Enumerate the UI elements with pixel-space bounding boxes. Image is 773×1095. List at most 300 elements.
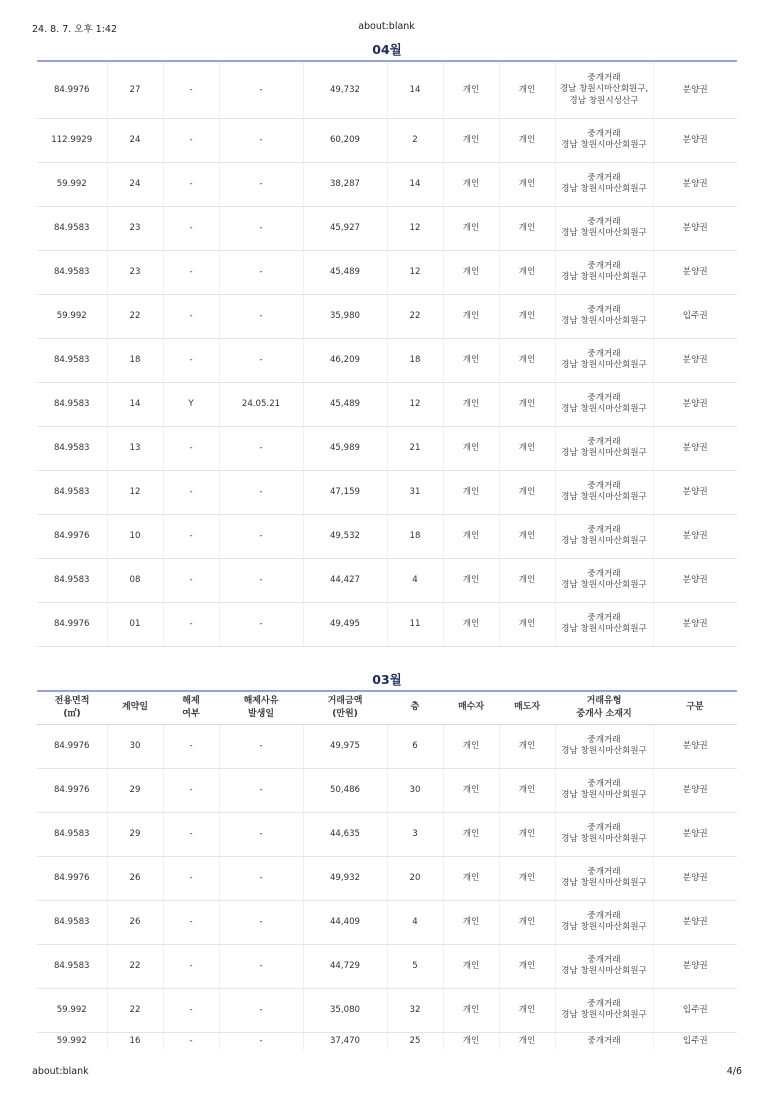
broker-location: 경남 창원시마산회원구 xyxy=(561,228,647,238)
cell-area: 112.9929 xyxy=(37,118,107,162)
cell-buyer: 개인 xyxy=(443,382,499,426)
table-header-row xyxy=(37,691,737,724)
cell-cancel: - xyxy=(163,294,219,338)
cell-seller: 개인 xyxy=(499,768,555,812)
table-row xyxy=(37,118,737,162)
col-price-header xyxy=(303,691,387,724)
cell-category: 분양권 xyxy=(653,162,737,206)
deal-type: 중개거래 xyxy=(587,568,621,579)
cell-price: 45,489 xyxy=(303,250,387,294)
cell-category: 입주권 xyxy=(653,1032,737,1050)
cell-category: 분양권 xyxy=(653,856,737,900)
col-seller-header xyxy=(499,691,555,724)
cell-day: 27 xyxy=(107,62,163,118)
cell-floor: 6 xyxy=(387,724,443,768)
cell-area: 59.992 xyxy=(37,162,107,206)
table-row xyxy=(37,514,737,558)
cell-deal-type xyxy=(555,338,653,382)
col-cancel-date-header xyxy=(219,691,303,724)
cell-category: 분양권 xyxy=(653,558,737,602)
cell-floor: 21 xyxy=(387,426,443,470)
cell-area: 59.992 xyxy=(37,294,107,338)
cell-buyer: 개인 xyxy=(443,856,499,900)
cell-floor: 20 xyxy=(387,856,443,900)
table-row xyxy=(37,856,737,900)
cell-day: 26 xyxy=(107,856,163,900)
cell-area: 84.9583 xyxy=(37,900,107,944)
cell-cancel-date: - xyxy=(219,724,303,768)
cell-buyer: 개인 xyxy=(443,426,499,470)
cell-floor: 31 xyxy=(387,470,443,514)
table-row xyxy=(37,338,737,382)
table-row xyxy=(37,768,737,812)
cell-deal-type xyxy=(555,944,653,988)
table-row xyxy=(37,250,737,294)
cell-category: 분양권 xyxy=(653,426,737,470)
cell-category: 분양권 xyxy=(653,470,737,514)
header-label: 해제 xyxy=(182,695,200,706)
table-row xyxy=(37,1032,737,1050)
table-row xyxy=(37,944,737,988)
cell-day: 24 xyxy=(107,162,163,206)
cell-day: 22 xyxy=(107,988,163,1032)
header-label: 발생일 xyxy=(247,708,275,719)
cell-cancel: - xyxy=(163,470,219,514)
cell-floor: 12 xyxy=(387,250,443,294)
cell-cancel: - xyxy=(163,724,219,768)
cell-price: 44,635 xyxy=(303,812,387,856)
cell-cancel: - xyxy=(163,162,219,206)
cell-day: 18 xyxy=(107,338,163,382)
cell-deal-type xyxy=(555,118,653,162)
cell-seller: 개인 xyxy=(499,426,555,470)
cell-seller: 개인 xyxy=(499,602,555,646)
cell-cancel-date: - xyxy=(219,558,303,602)
cell-price: 49,975 xyxy=(303,724,387,768)
deal-type: 중개거래 xyxy=(587,216,621,227)
cell-floor: 18 xyxy=(387,338,443,382)
deal-type: 중개거래 xyxy=(587,866,621,877)
cell-buyer: 개인 xyxy=(443,900,499,944)
cell-cancel: - xyxy=(163,206,219,250)
table-row xyxy=(37,382,737,426)
cell-floor: 22 xyxy=(387,294,443,338)
cell-category: 입주권 xyxy=(653,294,737,338)
cell-buyer: 개인 xyxy=(443,724,499,768)
cell-price: 47,159 xyxy=(303,470,387,514)
header-label: 매도자 xyxy=(513,702,541,713)
cell-cancel-date: - xyxy=(219,514,303,558)
broker-location: 경남 창원시마산회원구 xyxy=(561,922,647,932)
print-title: about:blank xyxy=(358,21,415,32)
table-row xyxy=(37,426,737,470)
print-header xyxy=(0,21,773,35)
cell-cancel: Y xyxy=(163,382,219,426)
deal-type: 중개거래 xyxy=(587,612,621,623)
cell-buyer: 개인 xyxy=(443,812,499,856)
cell-buyer: 개인 xyxy=(443,294,499,338)
cell-seller: 개인 xyxy=(499,206,555,250)
cell-cancel: - xyxy=(163,900,219,944)
deal-type: 중개거래 xyxy=(587,392,621,403)
header-label: 해제사유 xyxy=(243,695,279,706)
broker-location: 경남 창원시마산회원구 xyxy=(561,272,647,282)
cell-buyer: 개인 xyxy=(443,602,499,646)
cell-buyer: 개인 xyxy=(443,118,499,162)
cell-category: 분양권 xyxy=(653,338,737,382)
cell-area: 59.992 xyxy=(37,988,107,1032)
broker-location: 경남 창원시마산회원구 xyxy=(561,184,647,194)
cell-floor: 12 xyxy=(387,206,443,250)
cell-day: 13 xyxy=(107,426,163,470)
cell-seller: 개인 xyxy=(499,1032,555,1050)
cell-category: 입주권 xyxy=(653,988,737,1032)
cell-deal-type xyxy=(555,724,653,768)
cell-category: 분양권 xyxy=(653,382,737,426)
cell-day: 30 xyxy=(107,724,163,768)
deal-type: 중개거래 xyxy=(587,72,621,83)
cell-price: 49,495 xyxy=(303,602,387,646)
cell-buyer: 개인 xyxy=(443,62,499,118)
cell-category: 분양권 xyxy=(653,812,737,856)
table-row xyxy=(37,558,737,602)
cell-category: 분양권 xyxy=(653,514,737,558)
broker-location: 경남 창원시마산회원구 xyxy=(561,448,647,458)
cell-buyer: 개인 xyxy=(443,250,499,294)
cell-day: 12 xyxy=(107,470,163,514)
table-row xyxy=(37,812,737,856)
cell-cancel: - xyxy=(163,118,219,162)
transaction-table xyxy=(37,690,737,1050)
deal-type: 중개거래 xyxy=(587,348,621,359)
header-label: 거래유형 xyxy=(586,695,622,706)
cell-seller: 개인 xyxy=(499,988,555,1032)
col-contract-day-header xyxy=(107,691,163,724)
cell-deal-type xyxy=(555,162,653,206)
cell-cancel: - xyxy=(163,558,219,602)
cell-price: 60,209 xyxy=(303,118,387,162)
cell-seller: 개인 xyxy=(499,382,555,426)
cell-seller: 개인 xyxy=(499,558,555,602)
broker-location: 경남 창원시마산회원구 xyxy=(561,878,647,888)
cell-seller: 개인 xyxy=(499,724,555,768)
cell-seller: 개인 xyxy=(499,944,555,988)
col-deal-type-header xyxy=(555,691,653,724)
cell-cancel: - xyxy=(163,602,219,646)
header-label: 중개사 소재지 xyxy=(576,708,632,719)
col-category-header xyxy=(653,691,737,724)
col-floor-header xyxy=(387,691,443,724)
cell-day: 01 xyxy=(107,602,163,646)
cell-cancel: - xyxy=(163,944,219,988)
broker-location: 경남 창원시마산회원구 xyxy=(561,1010,647,1020)
col-buyer-header xyxy=(443,691,499,724)
table-row xyxy=(37,162,737,206)
cell-floor: 2 xyxy=(387,118,443,162)
broker-location: 경남 창원시마산회원구 xyxy=(561,536,647,546)
cell-cancel-date: - xyxy=(219,944,303,988)
broker-location: 경남 창원시마산회원구 xyxy=(561,316,647,326)
cell-day: 23 xyxy=(107,250,163,294)
cell-deal-type xyxy=(555,768,653,812)
cell-floor: 18 xyxy=(387,514,443,558)
cell-cancel: - xyxy=(163,62,219,118)
cell-deal-type xyxy=(555,988,653,1032)
cell-area: 84.9976 xyxy=(37,514,107,558)
cell-buyer: 개인 xyxy=(443,768,499,812)
table-body xyxy=(37,724,737,1050)
cell-price: 45,489 xyxy=(303,382,387,426)
cell-buyer: 개인 xyxy=(443,988,499,1032)
page-number: 4/6 xyxy=(726,1066,742,1077)
cell-seller: 개인 xyxy=(499,812,555,856)
cell-cancel-date: - xyxy=(219,900,303,944)
cell-cancel-date: - xyxy=(219,118,303,162)
cell-floor: 5 xyxy=(387,944,443,988)
table-body xyxy=(37,62,737,646)
cell-day: 08 xyxy=(107,558,163,602)
deal-type: 중개거래 xyxy=(587,436,621,447)
cell-price: 37,470 xyxy=(303,1032,387,1050)
table-row xyxy=(37,62,737,118)
cell-floor: 3 xyxy=(387,812,443,856)
print-url: about:blank xyxy=(32,1066,89,1077)
deal-type: 중개거래 xyxy=(587,304,621,315)
cell-category: 분양권 xyxy=(653,768,737,812)
cell-deal-type xyxy=(555,514,653,558)
cell-area: 84.9976 xyxy=(37,768,107,812)
broker-location: 경남 창원시마산회원구 xyxy=(561,492,647,502)
cell-deal-type xyxy=(555,1032,653,1050)
transaction-table xyxy=(37,62,737,647)
cell-area: 84.9583 xyxy=(37,558,107,602)
broker-location: 경남 창원시마산회원구 xyxy=(561,624,647,634)
cell-cancel: - xyxy=(163,812,219,856)
cell-seller: 개인 xyxy=(499,900,555,944)
cell-seller: 개인 xyxy=(499,62,555,118)
broker-location: 경남 창원시마산회원구 xyxy=(561,834,647,844)
cell-deal-type xyxy=(555,900,653,944)
cell-day: 22 xyxy=(107,294,163,338)
section-march xyxy=(37,670,737,1050)
cell-area: 59.992 xyxy=(56,1036,87,1047)
cell-day: 29 xyxy=(107,768,163,812)
cell-cancel-date: - xyxy=(219,856,303,900)
cell-area: 84.9583 xyxy=(37,426,107,470)
cell-deal-type xyxy=(555,558,653,602)
cell-price: 49,932 xyxy=(303,856,387,900)
cell-price: 45,989 xyxy=(303,426,387,470)
deal-type: 중개거래 xyxy=(587,172,621,183)
cell-deal-type xyxy=(555,812,653,856)
cell-deal-type xyxy=(555,382,653,426)
cell-category: 분양권 xyxy=(653,724,737,768)
cell-buyer: 개인 xyxy=(443,206,499,250)
cell-category: 분양권 xyxy=(653,250,737,294)
cell-deal-type xyxy=(555,856,653,900)
cell-deal-type xyxy=(555,426,653,470)
cell-cancel: - xyxy=(163,1032,219,1050)
cell-cancel-date: - xyxy=(219,250,303,294)
print-date: 24. 8. 7. 오후 1:42 xyxy=(32,24,118,35)
cell-day: 10 xyxy=(107,514,163,558)
cell-price: 50,486 xyxy=(303,768,387,812)
print-footer xyxy=(0,1066,773,1080)
cell-cancel-date: - xyxy=(219,988,303,1032)
cell-day: 16 xyxy=(107,1032,163,1050)
broker-location: 경남 창원시마산회원구 xyxy=(561,966,647,976)
cell-price: 45,927 xyxy=(303,206,387,250)
header-label: 구분 xyxy=(686,702,704,713)
cell-buyer: 개인 xyxy=(443,1032,499,1050)
deal-type: 중개거래 xyxy=(587,734,621,745)
cell-day: 26 xyxy=(107,900,163,944)
table-row xyxy=(37,724,737,768)
cell-day: 24 xyxy=(107,118,163,162)
deal-type: 중개거래 xyxy=(587,480,621,491)
cell-cancel-date: - xyxy=(219,294,303,338)
deal-type: 중개거래 xyxy=(587,910,621,921)
cell-cancel-date: - xyxy=(219,338,303,382)
cell-day: 23 xyxy=(107,206,163,250)
cell-seller: 개인 xyxy=(499,514,555,558)
cell-deal-type xyxy=(555,470,653,514)
cell-cancel-date: - xyxy=(219,62,303,118)
cell-cancel: - xyxy=(163,514,219,558)
table-row xyxy=(37,602,737,646)
cell-floor: 12 xyxy=(387,382,443,426)
header-label: 거래금액 xyxy=(327,695,363,706)
broker-location: 경남 창원시마산회원구 xyxy=(561,360,647,370)
cell-seller: 개인 xyxy=(499,338,555,382)
header-label: 매수자 xyxy=(457,702,485,713)
cell-deal-type xyxy=(555,62,653,118)
cell-area: 84.9583 xyxy=(37,206,107,250)
cell-buyer: 개인 xyxy=(443,162,499,206)
cell-buyer: 개인 xyxy=(443,470,499,514)
cell-area: 84.9976 xyxy=(37,602,107,646)
cell-category: 분양권 xyxy=(653,62,737,118)
header-label: 계약일 xyxy=(121,702,149,713)
cell-seller: 개인 xyxy=(499,856,555,900)
cell-price: 44,409 xyxy=(303,900,387,944)
deal-type: 중개거래 xyxy=(587,524,621,535)
col-area-header xyxy=(37,691,107,724)
cell-cancel-date: - xyxy=(219,602,303,646)
cell-day: 29 xyxy=(107,812,163,856)
deal-type: 중개거래 xyxy=(587,260,621,271)
cell-buyer: 개인 xyxy=(443,338,499,382)
cell-buyer: 개인 xyxy=(443,944,499,988)
cell-cancel-date: - xyxy=(219,812,303,856)
cell-area: 84.9583 xyxy=(37,944,107,988)
broker-location: 경남 창원시마산회원구 xyxy=(561,580,647,590)
cell-day: 14 xyxy=(107,382,163,426)
broker-location: 경남 창원시마산회원구 xyxy=(561,746,647,756)
header-label: 층 xyxy=(410,702,420,713)
cell-area: 84.9976 xyxy=(37,62,107,118)
cell-seller: 개인 xyxy=(499,470,555,514)
header-label: (㎡) xyxy=(63,708,81,719)
cell-cancel-date: - xyxy=(219,162,303,206)
cell-category: 분양권 xyxy=(653,602,737,646)
cell-floor: 4 xyxy=(387,558,443,602)
cell-area: 84.9583 xyxy=(37,382,107,426)
cell-area: 84.9976 xyxy=(37,724,107,768)
deal-type: 중개거래 xyxy=(587,1035,621,1046)
cell-buyer: 개인 xyxy=(443,558,499,602)
cell-deal-type xyxy=(555,250,653,294)
cell-seller: 개인 xyxy=(499,294,555,338)
cell-floor: 14 xyxy=(387,162,443,206)
table-row xyxy=(37,470,737,514)
cell-buyer: 개인 xyxy=(443,514,499,558)
cell-cancel-date: - xyxy=(219,470,303,514)
cell-deal-type xyxy=(555,206,653,250)
cell-deal-type xyxy=(555,294,653,338)
cell-category: 분양권 xyxy=(653,900,737,944)
section-april xyxy=(37,40,737,647)
table-row xyxy=(37,206,737,250)
cell-price: 35,980 xyxy=(303,294,387,338)
cell-cancel: - xyxy=(163,988,219,1032)
cell-area: 84.9583 xyxy=(37,338,107,382)
cell-floor: 11 xyxy=(387,602,443,646)
cell-floor: 14 xyxy=(387,62,443,118)
cell-day: 22 xyxy=(107,944,163,988)
cell-cancel: - xyxy=(163,856,219,900)
month-title: 04월 xyxy=(372,42,402,57)
cell-cancel-date: - xyxy=(219,1032,303,1050)
cell-cancel-date: - xyxy=(219,426,303,470)
cell-price: 46,209 xyxy=(303,338,387,382)
col-cancel-header xyxy=(163,691,219,724)
cell-seller: 개인 xyxy=(499,118,555,162)
cell-cancel: - xyxy=(163,426,219,470)
deal-type: 중개거래 xyxy=(587,954,621,965)
cell-price: 38,287 xyxy=(303,162,387,206)
cell-price: 44,729 xyxy=(303,944,387,988)
cell-area: 84.9583 xyxy=(37,250,107,294)
table-row xyxy=(37,900,737,944)
broker-location: 경남 창원시마산회원구 xyxy=(561,790,647,800)
cell-price: 49,732 xyxy=(303,62,387,118)
cell-cancel-date: 24.05.21 xyxy=(219,382,303,426)
broker-location: 경남 창원시마산회원구 xyxy=(561,140,647,150)
cell-seller: 개인 xyxy=(499,162,555,206)
table-row xyxy=(37,988,737,1032)
cell-price: 49,532 xyxy=(303,514,387,558)
header-label: (만원) xyxy=(332,708,358,719)
cell-category: 분양권 xyxy=(653,944,737,988)
cell-cancel-date: - xyxy=(219,768,303,812)
cell-category: 분양권 xyxy=(653,118,737,162)
cell-area: 84.9583 xyxy=(37,470,107,514)
broker-location: 경남 창원시마산회원구, 경남 창원시성산구 xyxy=(559,84,649,106)
header-label: 전용면적 xyxy=(54,695,90,706)
cell-cancel: - xyxy=(163,250,219,294)
cell-deal-type xyxy=(555,602,653,646)
cell-floor: 25 xyxy=(387,1032,443,1050)
deal-type: 중개거래 xyxy=(587,998,621,1009)
header-label: 여부 xyxy=(182,708,200,719)
cell-floor: 30 xyxy=(387,768,443,812)
cell-price: 44,427 xyxy=(303,558,387,602)
month-title: 03월 xyxy=(372,672,402,687)
cell-cancel-date: - xyxy=(219,206,303,250)
cell-area: 84.9583 xyxy=(37,812,107,856)
cell-floor: 32 xyxy=(387,988,443,1032)
